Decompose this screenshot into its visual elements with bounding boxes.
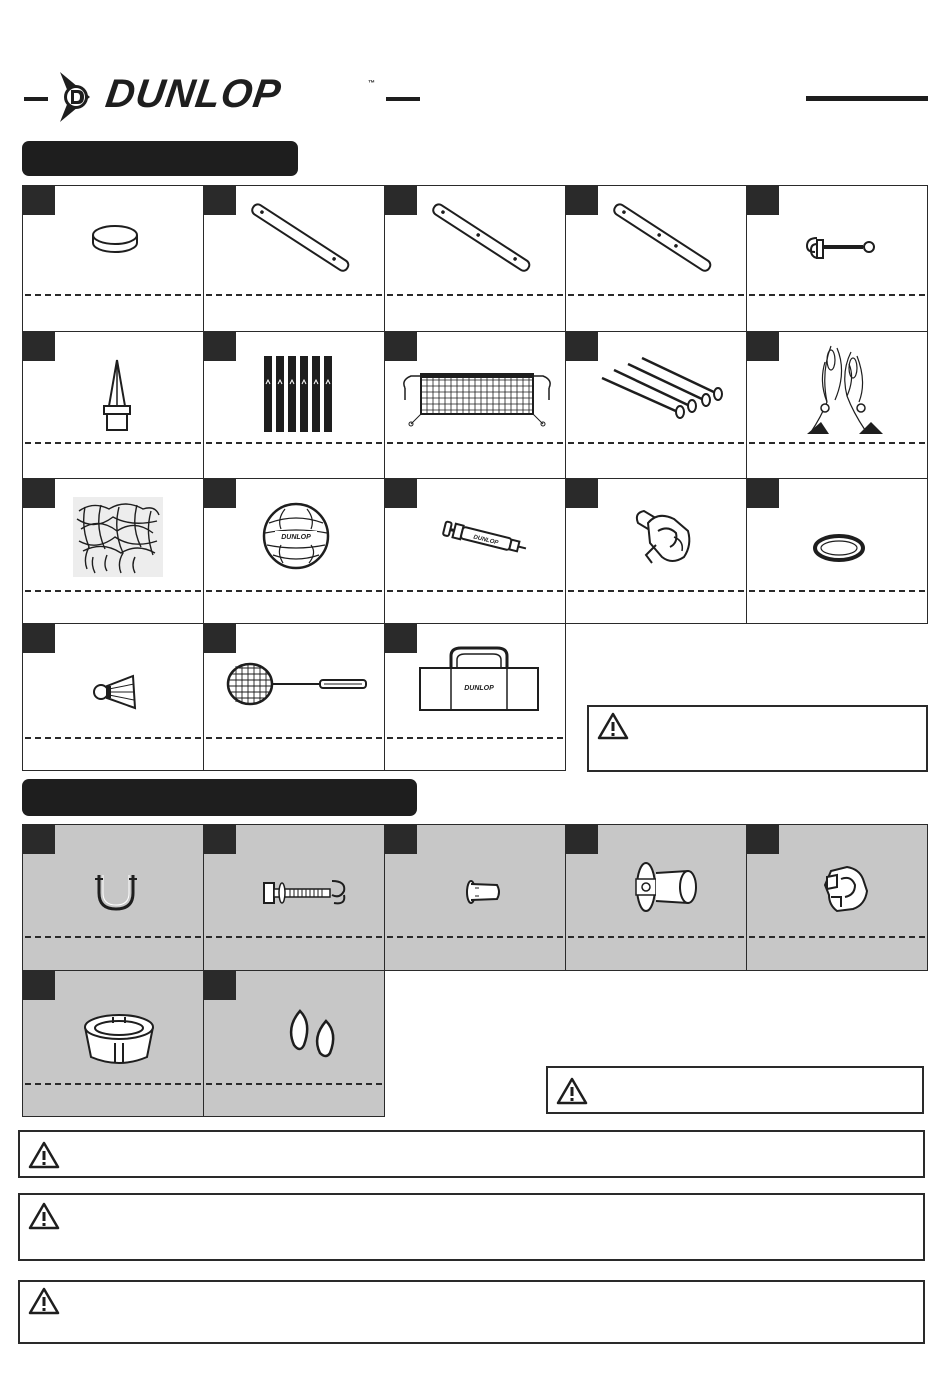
- pole-section-icon: [240, 198, 360, 278]
- spare-cell-5: [746, 824, 928, 971]
- label-divider: [749, 294, 925, 296]
- rope-loops-icon: [284, 1009, 344, 1059]
- pump-brand-label: DUNLOP: [472, 534, 499, 547]
- hook-bolt-icon: [801, 228, 881, 268]
- racket-icon: [224, 652, 374, 712]
- carry-bag-icon: [417, 644, 541, 714]
- part-number-badge: [23, 971, 55, 1000]
- part-number-badge: [385, 332, 417, 361]
- part-number-badge: [385, 186, 417, 215]
- clamp-icon: [821, 861, 871, 915]
- part-number-badge: [747, 332, 779, 361]
- warning-triangle-icon: [28, 1201, 60, 1231]
- label-divider: [749, 442, 925, 444]
- volleyball-icon: [261, 501, 331, 571]
- label-divider: [25, 294, 201, 296]
- label-divider: [25, 936, 201, 938]
- part-cell-17: [203, 623, 385, 771]
- bag-brand-label: DUNLOP: [464, 685, 494, 692]
- part-number-badge: [566, 479, 598, 508]
- part-cell-11: [22, 478, 204, 624]
- label-divider: [206, 294, 382, 296]
- label-divider: [387, 737, 563, 739]
- spare-cell-6: [22, 970, 204, 1117]
- warning-box-parts: [587, 705, 928, 772]
- label-divider: [568, 590, 744, 592]
- brand-logo: [56, 68, 386, 126]
- disc-base-icon: [85, 219, 145, 259]
- label-divider: [206, 1083, 382, 1085]
- label-divider: [387, 294, 563, 296]
- warning-box-spares: [546, 1066, 924, 1114]
- part-cell-13: [384, 478, 566, 624]
- part-number-badge: [385, 825, 417, 854]
- trademark-mark: ™: [368, 80, 375, 87]
- net-connector-icon: [630, 501, 700, 571]
- part-number-badge: [566, 825, 598, 854]
- label-divider: [206, 442, 382, 444]
- part-number-badge: [23, 624, 55, 653]
- shuttlecock-icon: [91, 672, 141, 712]
- part-cell-6: [22, 331, 204, 479]
- label-divider: [206, 590, 382, 592]
- part-number-badge: [385, 624, 417, 653]
- spare-cell-4: [565, 824, 747, 971]
- pole-section-icon: [602, 198, 722, 278]
- warning-triangle-icon: [28, 1140, 60, 1170]
- part-number-badge: [566, 186, 598, 215]
- part-number-badge: [23, 186, 55, 215]
- spare-cell-3: [384, 824, 566, 971]
- warning-triangle-icon: [28, 1286, 60, 1316]
- part-cell-2: [203, 185, 385, 332]
- header-dash-left: [24, 97, 48, 101]
- warning-triangle-icon: [556, 1076, 588, 1106]
- part-number-badge: [23, 479, 55, 508]
- warning-box-general-1: [18, 1130, 925, 1178]
- part-number-badge: [747, 186, 779, 215]
- part-cell-5: [746, 185, 928, 332]
- part-cell-18: [384, 623, 566, 771]
- hand-pump-icon: [439, 509, 529, 569]
- label-divider: [387, 590, 563, 592]
- section-two-title-bar: [22, 779, 417, 816]
- part-number-badge: [204, 186, 236, 215]
- header-right-bar: [806, 96, 928, 101]
- label-divider: [206, 737, 382, 739]
- section-one-title-bar: [22, 141, 298, 176]
- label-divider: [568, 936, 744, 938]
- part-number-badge: [204, 624, 236, 653]
- bolt-icon: [260, 873, 350, 913]
- part-cell-14: [565, 478, 747, 624]
- rubber-band-icon: [811, 531, 867, 565]
- pole-spike-icon: [97, 358, 137, 438]
- ground-stakes-icon: [594, 356, 724, 426]
- label-divider: [568, 294, 744, 296]
- warning-box-general-2: [18, 1193, 925, 1261]
- part-cell-7: [203, 331, 385, 479]
- part-cell-4: [565, 185, 747, 332]
- sleeve-icon: [79, 1009, 159, 1069]
- warning-triangle-icon: [597, 711, 629, 741]
- boundary-markers-icon: [262, 354, 332, 434]
- part-cell-3: [384, 185, 566, 332]
- label-divider: [25, 737, 201, 739]
- spare-cell-2: [203, 824, 385, 971]
- tensioner-icon: [632, 857, 702, 917]
- pole-section-icon: [421, 198, 541, 278]
- label-divider: [25, 442, 201, 444]
- part-number-badge: [204, 825, 236, 854]
- volleyball-net-icon: [73, 497, 163, 577]
- label-divider: [749, 936, 925, 938]
- spare-cell-7: [203, 970, 385, 1117]
- dunlop-flying-d-icon: [56, 68, 106, 126]
- part-cell-9: [565, 331, 747, 479]
- label-divider: [25, 590, 201, 592]
- part-number-badge: [747, 825, 779, 854]
- header-dash-right: [386, 97, 420, 101]
- part-cell-15: [746, 478, 928, 624]
- part-number-badge: [204, 332, 236, 361]
- part-number-badge: [23, 825, 55, 854]
- brand-wordmark: DUNLOP: [102, 72, 285, 116]
- part-number-badge: [204, 479, 236, 508]
- label-divider: [387, 936, 563, 938]
- guy-ropes-icon: [801, 342, 891, 442]
- label-divider: [568, 442, 744, 444]
- label-divider: [749, 590, 925, 592]
- part-cell-1: [22, 185, 204, 332]
- warning-box-general-3: [18, 1280, 925, 1344]
- label-divider: [387, 442, 563, 444]
- part-number-badge: [385, 479, 417, 508]
- part-number-badge: [204, 971, 236, 1000]
- ball-brand-label: DUNLOP: [281, 534, 311, 541]
- spare-cell-1: [22, 824, 204, 971]
- label-divider: [206, 936, 382, 938]
- part-number-badge: [747, 479, 779, 508]
- badminton-net-icon: [397, 370, 557, 430]
- part-cell-12: [203, 478, 385, 624]
- u-clip-icon: [91, 871, 141, 915]
- part-number-badge: [23, 332, 55, 361]
- label-divider: [25, 1083, 201, 1085]
- pin-icon: [465, 877, 505, 907]
- part-cell-8: [384, 331, 566, 479]
- part-cell-16: [22, 623, 204, 771]
- part-cell-10: [746, 331, 928, 479]
